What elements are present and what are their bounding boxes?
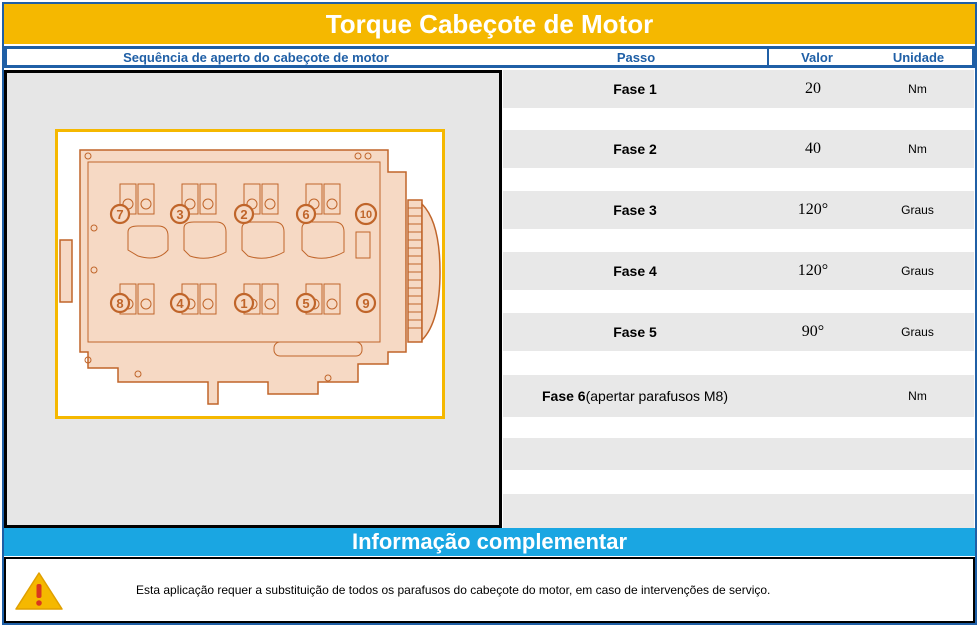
table-row [503, 375, 974, 417]
unidade-cell: Graus [901, 325, 934, 339]
unidade-cell: Nm [908, 389, 927, 403]
torque-table [503, 70, 974, 528]
unidade-cell: Graus [901, 264, 934, 278]
table-row [503, 313, 974, 351]
table-header [4, 46, 975, 68]
header-valor: Valor [801, 49, 833, 65]
valor-cell: 20 [805, 80, 821, 97]
passo-cell: Fase 5 [613, 324, 657, 340]
table-row [503, 70, 974, 108]
valor-cell: 40 [805, 140, 821, 157]
table-row [503, 130, 974, 168]
header-unidade: Unidade [892, 49, 945, 65]
warning-icon [14, 571, 64, 611]
cylinder-head-illustration [58, 132, 442, 416]
valor-cell: 120° [797, 201, 829, 218]
bolt-number: 6 [302, 207, 310, 222]
bolt-number: 4 [176, 296, 184, 311]
cylinder-head-diagram [55, 129, 445, 419]
passo-cell: Fase 6 (apertar parafusos M8) [542, 388, 728, 404]
table-row-empty [503, 494, 974, 528]
table-row [503, 252, 974, 290]
bolt-number: 1 [240, 296, 248, 311]
valor-cell: 90° [801, 323, 825, 340]
bolt-number: 5 [302, 296, 310, 311]
bolt-number: 2 [240, 207, 248, 222]
valor-cell: 120° [797, 262, 829, 279]
passo-cell: Fase 1 [613, 81, 657, 97]
valor-cell [765, 375, 861, 417]
unidade-cell: Graus [901, 203, 934, 217]
unidade-cell: Nm [908, 82, 927, 96]
passo-cell: Fase 3 [613, 202, 657, 218]
info-box [4, 557, 975, 623]
unidade-cell: Nm [908, 142, 927, 156]
info-text: Esta aplicação requer a substituição de todos os parafusos do cabeçote do motor, em caso de intervenções de serviço. [136, 583, 771, 597]
info-heading: Informação complementar [4, 528, 975, 556]
page-title: Torque Cabeçote de Motor [4, 4, 975, 44]
passo-cell: Fase 4 [613, 263, 657, 279]
bolt-number: 7 [116, 207, 124, 222]
header-passo: Passo [505, 49, 769, 65]
bolt-number: 3 [176, 207, 184, 222]
tightening-sequence-panel [4, 70, 502, 528]
bolt-number: 8 [116, 296, 124, 311]
passo-cell: Fase 2 [613, 141, 657, 157]
table-row [503, 191, 974, 229]
bolt-number: 10 [359, 209, 373, 221]
table-row-empty [503, 438, 974, 470]
header-sequence: Sequência de aperto do cabeçote de motor [123, 49, 389, 65]
bolt-number: 9 [362, 296, 370, 311]
